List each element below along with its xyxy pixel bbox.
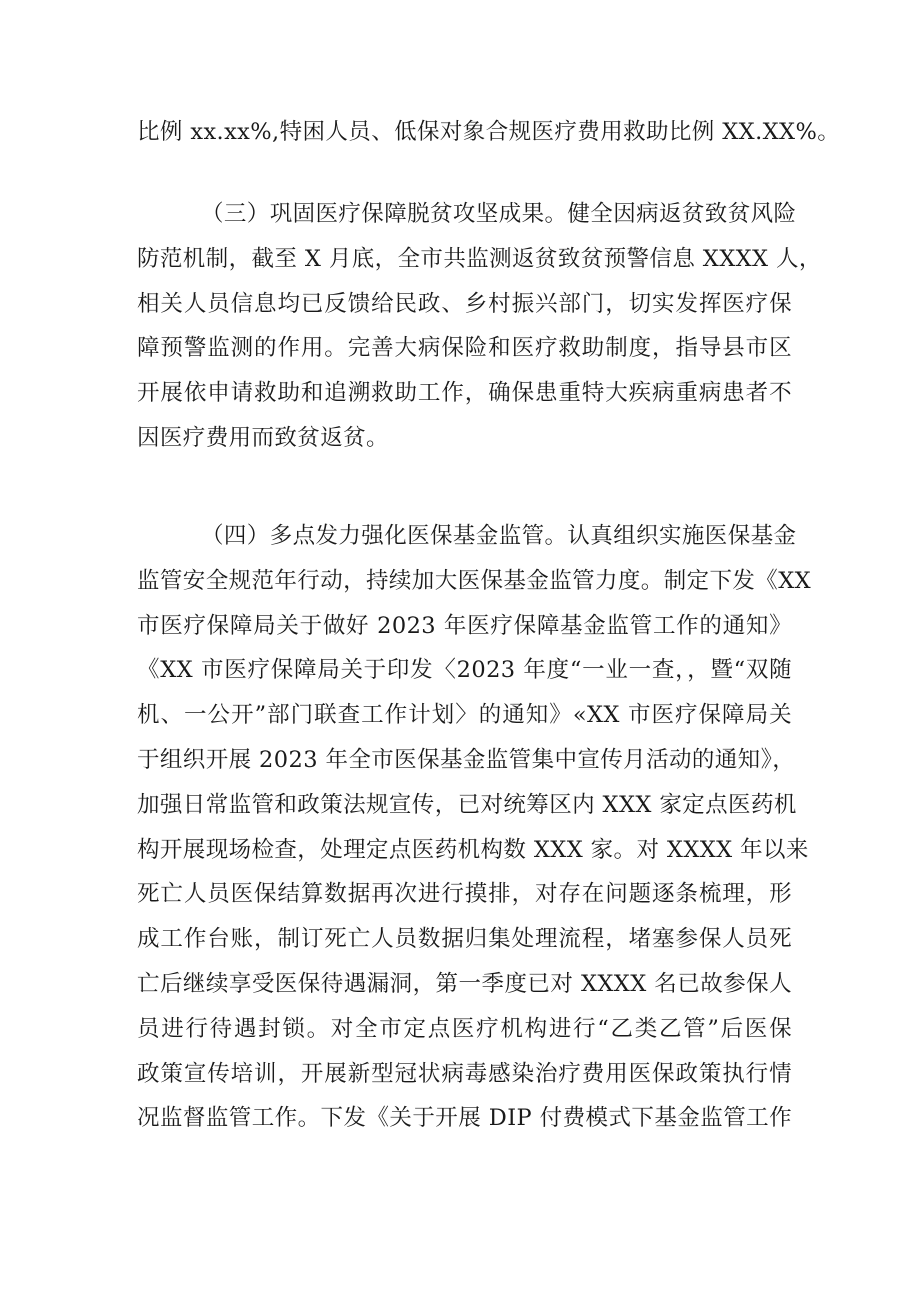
paragraph-line: （三）巩固医疗保障脱贫攻坚成果。健全因病返贫致贫风险	[201, 201, 797, 227]
paragraph-line: 监管安全规范年行动，持续加大医保基金监管力度。制定下发《XX	[137, 567, 812, 594]
paragraph-line: 死亡人员医保结算数据再次进行摸排，对存在问题逐条梳理，形	[137, 881, 792, 908]
paragraph-line: 《XX 市医疗保障局关于印发〈2023 年度“一业一查，，暨“双随	[137, 657, 792, 684]
paragraph-continuation	[137, 110, 841, 155]
paragraph-line: 亡后继续享受医保待遇漏洞，第一季度已对 XXXX 名已故参保人	[137, 970, 792, 997]
paragraph-line: （四）多点发力强化医保基金监管。认真组织实施医保基金	[201, 523, 797, 549]
paragraph-line: 比例 xx.xx%,特困人员、低保对象合规医疗费用救助比例 XX.XX%。	[137, 119, 841, 145]
paragraph-line: 机、一公开”部门联查工作计划〉的通知》«XX 市医疗保障局关	[137, 702, 792, 729]
paragraph-fund-supervision	[137, 514, 812, 1141]
paragraph-line: 相关人员信息均已反馈给民政、乡村振兴部门，切实发挥医疗保	[137, 290, 792, 317]
paragraph-line: 成工作台账，制订死亡人员数据归集处理流程，堵塞参保人员死	[137, 926, 792, 953]
paragraph-line: 市医疗保障局关于做好 2023 年医疗保障基金监管工作的通知》	[137, 612, 792, 639]
paragraph-line: 加强日常监管和政策法规宣传，已对统筹区内 XXX 家定点医药机	[137, 791, 797, 818]
paragraph-poverty-consolidation	[137, 192, 822, 461]
paragraph-line: 员进行待遇封锁。对全市定点医疗机构进行“乙类乙管”后医保	[137, 1015, 792, 1042]
paragraph-line: 因医疗费用而致贫返贫。	[137, 424, 389, 451]
paragraph-line: 障预警监测的作用。完善大病保险和医疗救助制度，指导县市区	[137, 335, 792, 362]
paragraph-line: 况监督监管工作。下发《关于开展 DIP 付费模式下基金监管工作	[137, 1105, 792, 1132]
paragraph-line: 于组织开展 2023 年全市医保基金监管集中宣传月活动的通知》，	[137, 746, 796, 773]
paragraph-line: 开展依申请救助和追溯救助工作，确保患重特大疾病重病患者不	[137, 380, 792, 407]
paragraph-line: 构开展现场检查，处理定点医药机构数 XXX 家。对 XXXX 年以来	[137, 836, 809, 863]
paragraph-line: 防范机制，截至 X 月底，全市共监测返贫致贫预警信息 XXXX 人，	[137, 245, 822, 272]
paragraph-line: 政策宣传培训，开展新型冠状病毒感染治疗费用医保政策执行情	[137, 1060, 792, 1087]
